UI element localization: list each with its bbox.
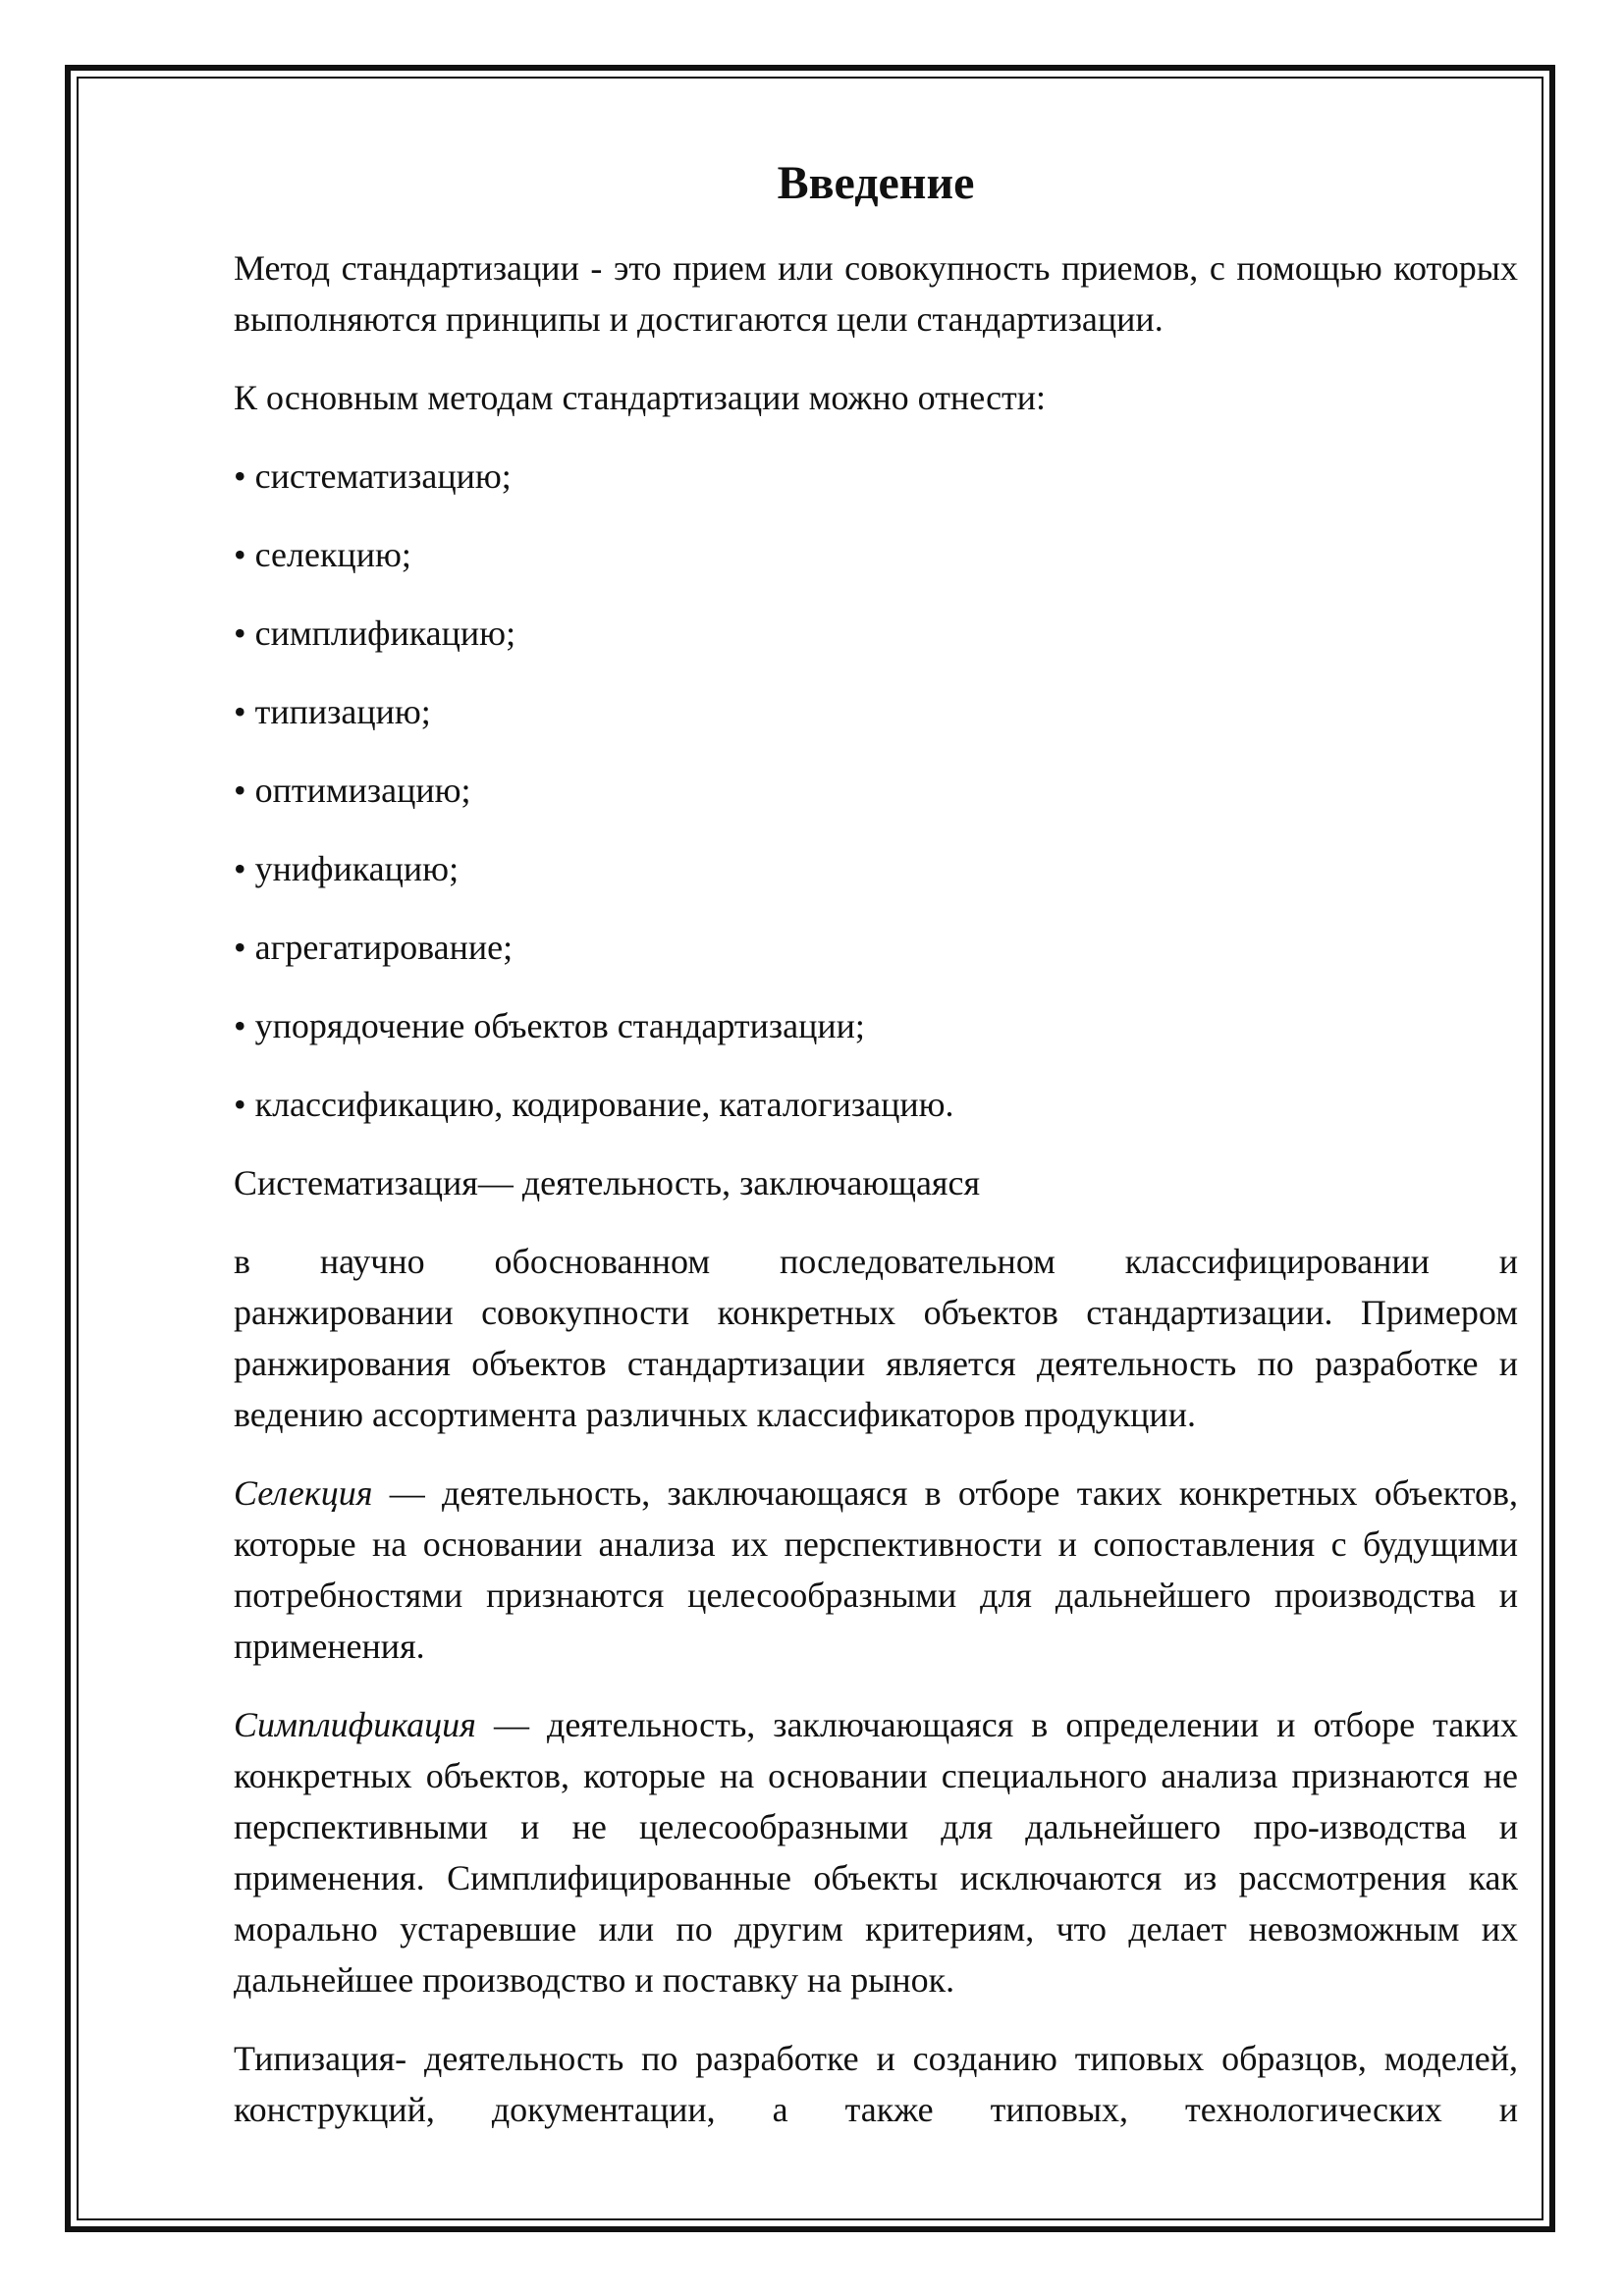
page-title: Введение (777, 157, 975, 209)
systematization-rest: ранжировании совокупности конкретных объектов стандартизации. Примером ранжирования объектов стандартизации является деятельность по разработке и ведению ассортимента различных классификаторов продукции. (234, 1293, 1518, 1434)
systematization-line: Систематизация— деятельность, заключающаяся (234, 1163, 981, 1202)
selection-term: Селекция (234, 1473, 373, 1513)
list-item: • симплификацию; (234, 614, 516, 653)
simplification-paragraph (234, 1699, 1518, 2005)
list-item: • типизацию; (234, 692, 431, 731)
list-item: • упорядочение объектов стандартизации; (234, 1006, 865, 1045)
list-item: • агрегатирование; (234, 928, 514, 967)
list-item: • систематизацию; (234, 456, 512, 496)
systematization-first-line: в научно обоснованном последовательном классифицировании и (234, 1242, 1518, 1281)
systematization-paragraph (234, 1236, 1518, 1440)
list-item: • селекцию; (234, 535, 411, 574)
methods-lead: К основным методам стандартизации можно отнести: (234, 378, 1047, 417)
methods-list (234, 451, 1518, 1130)
list-item: • оптимизацию; (234, 771, 471, 810)
list-item: • классификацию, кодирование, каталогизацию. (234, 1085, 954, 1124)
intro-paragraph: Метод стандартизации - это прием или совокупность приемов, с помощью которых выполняются принципы и достигаются цели стандартизации. (234, 248, 1518, 339)
selection-text: — деятельность, заключающаяся в отборе таких конкретных объектов, которые на основании анализа их перспективности и сопоставления с будущими потребностями признаются целесообразными для дальнейшего производства и применения. (234, 1473, 1518, 1666)
simplification-term: Симплификация (234, 1705, 476, 1744)
selection-paragraph (234, 1468, 1518, 1672)
list-item: • унификацию; (234, 849, 460, 888)
typification-paragraph: Типизация- деятельность по разработке и созданию типовых образцов, моделей, конструкций, документации, а также типовых, технологических и (234, 2039, 1518, 2129)
document-body (234, 152, 1518, 2163)
simplification-text: — деятельность, заключающаяся в определении и отборе таких конкретных объектов, которые на основании специального анализа признаются не перспективными и не целесообразными для дальнейшего про-изводства и применения. Симплифицированные объекты исключаются из рассмотрения как морально устаревшие или по другим критериям, что делает невозможным их дальнейшее производство и поставку на рынок. (234, 1705, 1518, 2000)
